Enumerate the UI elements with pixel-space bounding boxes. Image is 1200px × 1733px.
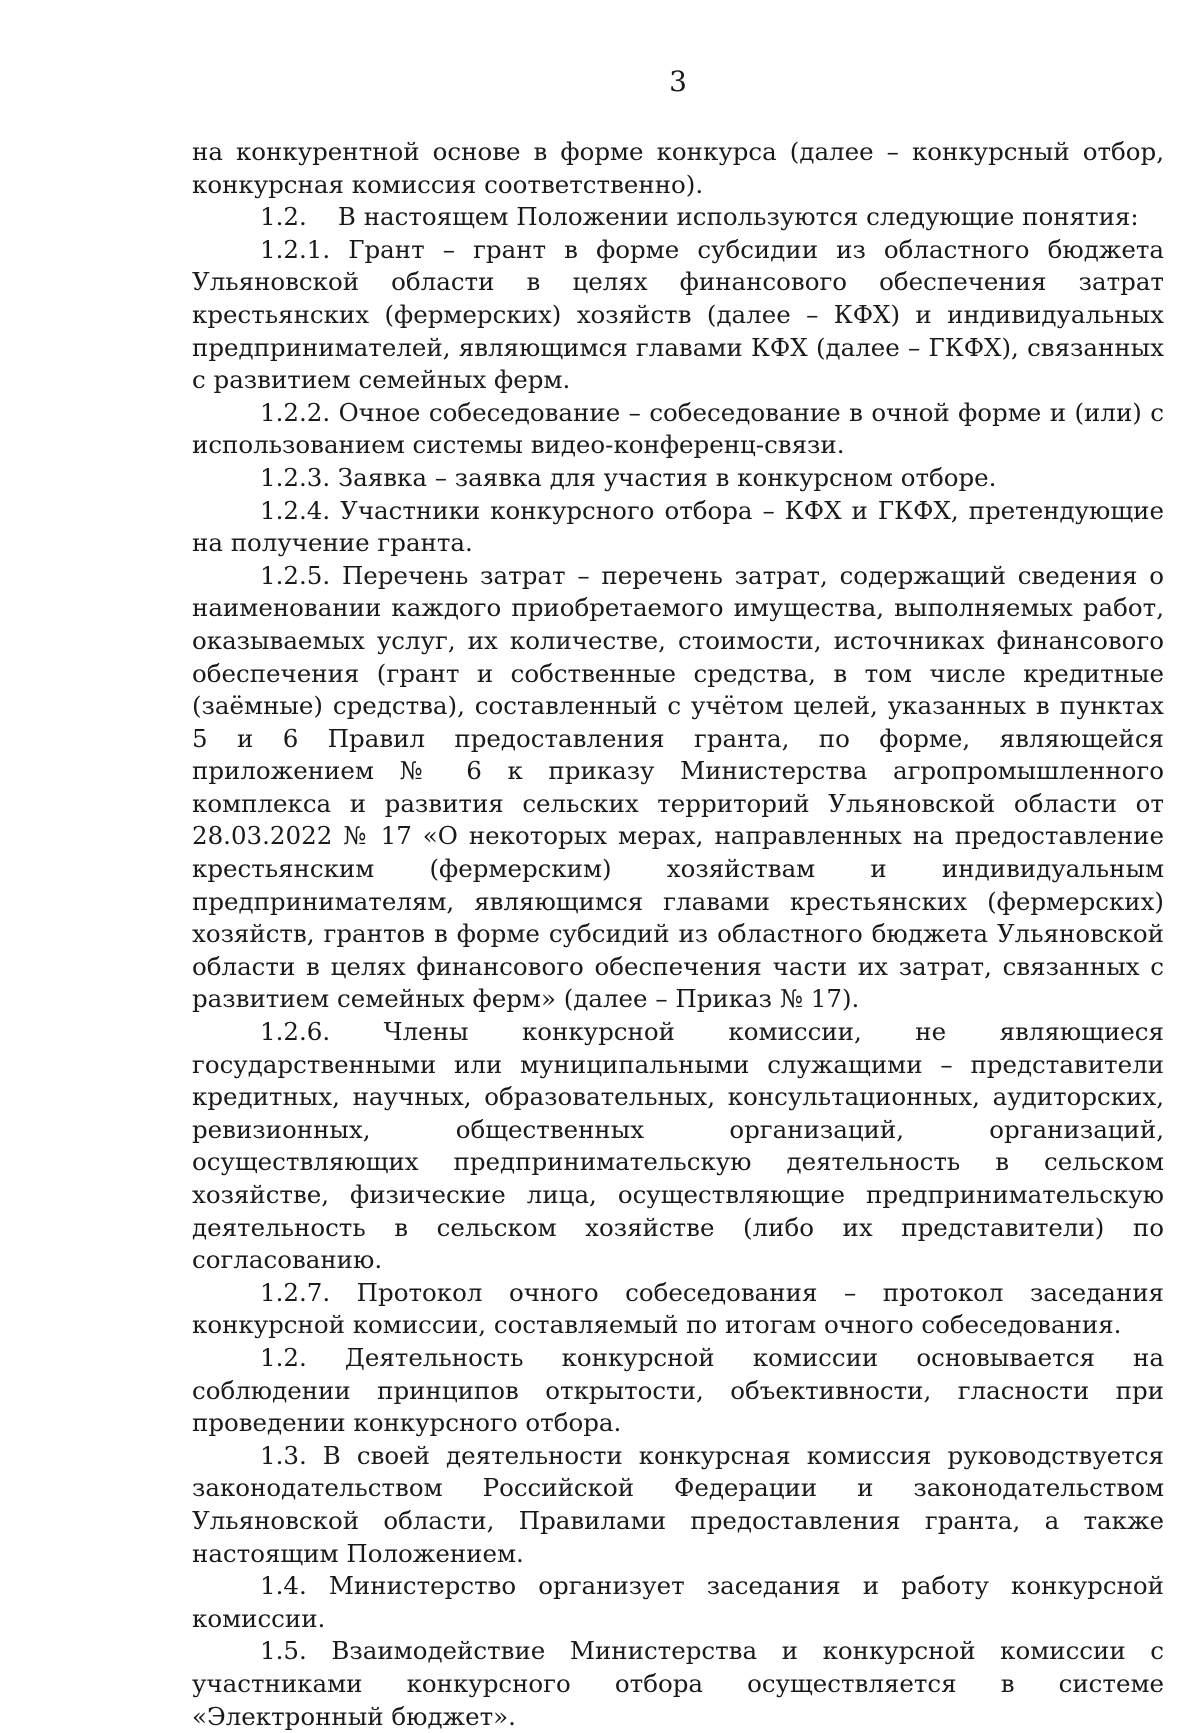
paragraph-1-2-2-interview: 1.2.2. Очное собеседование – собеседование в очной форме и (или) с использованием системы видео-конференц-связи. bbox=[192, 397, 1164, 460]
document-body bbox=[192, 136, 1164, 1733]
paragraph-1-2-definitions: 1.2. В настоящем Положении используются следующие понятия: bbox=[260, 202, 1139, 232]
paragraph-1-2-1-grant: 1.2.1. Грант – грант в форме субсидии из областного бюджета Ульяновской области в целях финансового обеспечения затрат крестьянских (фермерских) хозяйств (далее – КФХ) и индивидуальных предпринимателей, являющимся главами КФХ (далее – ГКФХ), связанных с развитием семейных ферм. bbox=[192, 234, 1164, 395]
paragraph-1-2-6-commission-members: 1.2.6. Члены конкурсной комиссии, не являющиеся государственными или муниципальными служащими – представители кредитных, научных, образовательных, консультационных, аудиторских, ревизионных, общественных организаций, организаций, осуществляющих предпринимательскую деятельность в сельском хозяйстве, физические лица, осуществляющие предпринимательскую деятельность в сельском хозяйстве (либо их представители) по согласованию. bbox=[192, 1017, 1164, 1275]
paragraph-1-2-7-protocol: 1.2.7. Протокол очного собеседования – протокол заседания конкурсной комиссии, составляемый по итогам очного собеседования. bbox=[192, 1277, 1164, 1340]
paragraph-1-4-ministry: 1.4. Министерство организует заседания и работу конкурсной комиссии. bbox=[192, 1571, 1164, 1633]
paragraph-1-5-interaction: 1.5. Взаимодействие Министерства и конкурсной комиссии с участниками конкурсного отбора осуществляется в системе «Электронный бюджет». bbox=[192, 1636, 1164, 1731]
paragraph-1-2-5-cost-list: 1.2.5. Перечень затрат – перечень затрат, содержащий сведения о наименовании каждого приобретаемого имущества, выполняемых работ, оказываемых услуг, их количестве, стоимости, источниках финансового обеспечения (грант и собственные средства, в том числе кредитные (заёмные) средства), составленный с учётом целей, указанных в пунктах 5 и 6 Правил предоставления гранта, по форме, являющейся приложением № 6 к приказу Министерства агропромышленного комплекса и развития сельских территорий Ульяновской области от 28.03.2022 № 17 «О некоторых мерах, направленных на предоставление крестьянским (фермерским) хозяйствам и индивидуальным предпринимателям, являющимся главами крестьянских (фермерских) хозяйств, грантов в форме субсидий из областного бюджета Ульяновской области в целях финансового обеспечения части их затрат, связанных с развитием семейных ферм» (далее – Приказ № 17). bbox=[192, 560, 1164, 1014]
paragraph-1-3-legislation: 1.3. В своей деятельности конкурсная комиссия руководствуется законодательством Российской Федерации и законодательством Ульяновской области, Правилами предоставления гранта, а также настоящим Положением. bbox=[192, 1440, 1164, 1568]
page-number: 3 bbox=[669, 65, 687, 98]
paragraph-1-2-3-application: 1.2.3. Заявка – заявка для участия в конкурсном отборе. bbox=[260, 462, 997, 492]
paragraph-continuation: на конкурентной основе в форме конкурса (далее – конкурсный отбор, конкурсная комиссия соответственно). bbox=[192, 137, 1164, 199]
paragraph-1-2-4-participants: 1.2.4. Участники конкурсного отбора – КФХ и ГКФХ, претендующие на получение гранта. bbox=[192, 495, 1164, 558]
paragraph-1-2-principles: 1.2. Деятельность конкурсной комиссии основывается на соблюдении принципов открытости, объективности, гласности при проведении конкурсного отбора. bbox=[192, 1342, 1164, 1438]
